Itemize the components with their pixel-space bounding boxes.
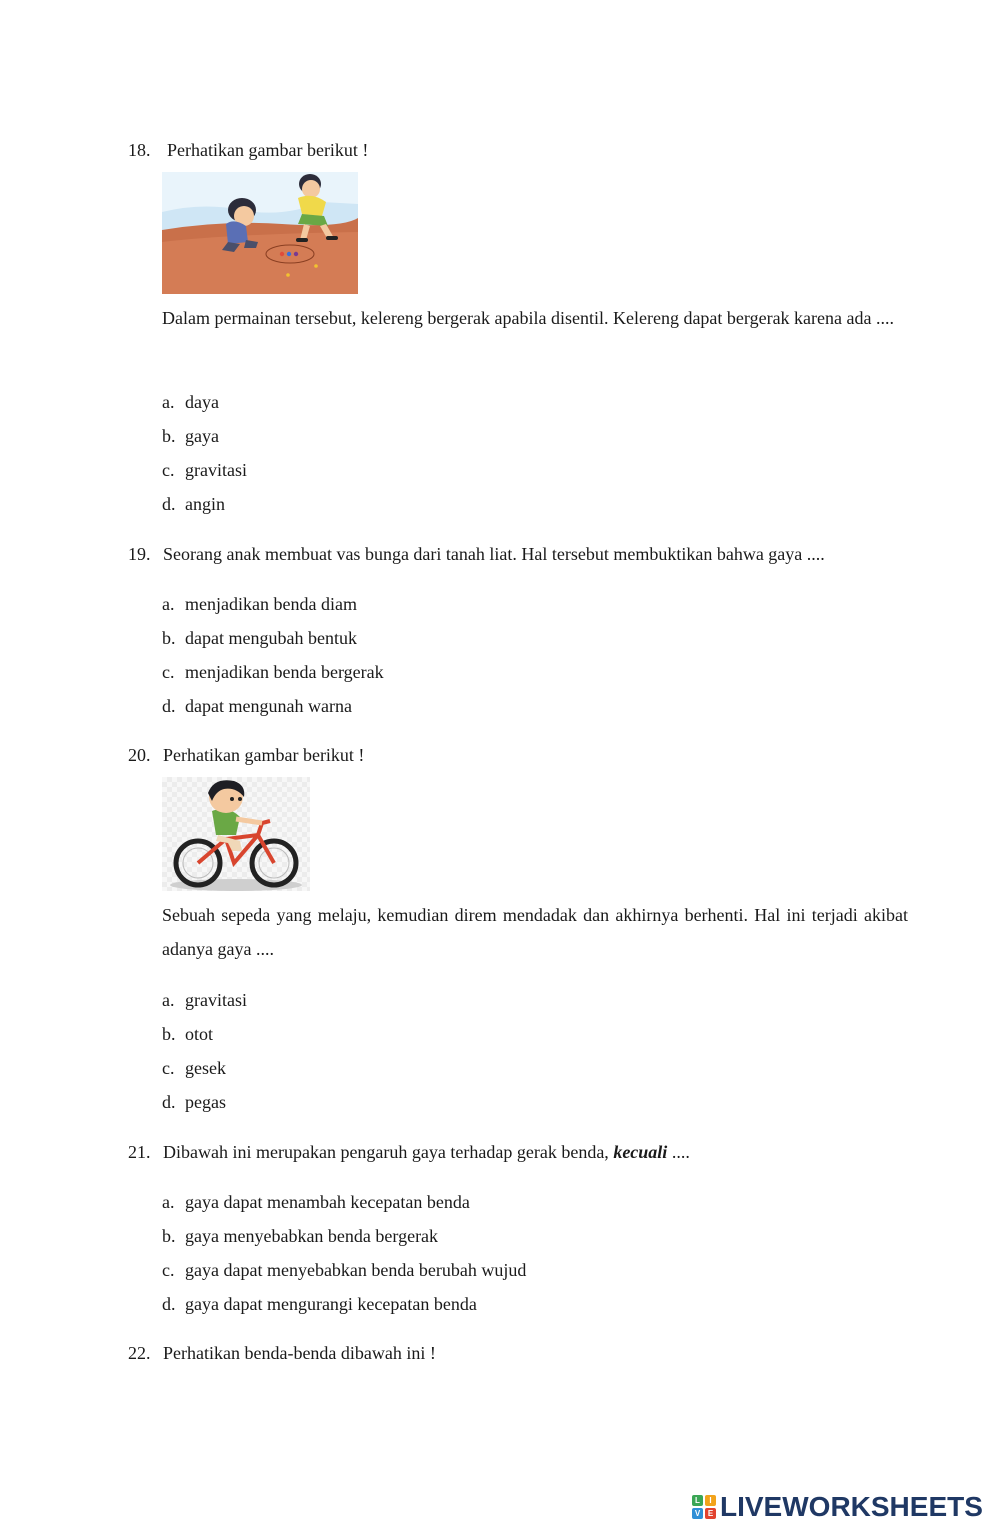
- logo-tile: L: [692, 1495, 703, 1506]
- question-20-prompt: Perhatikan gambar berikut !: [163, 745, 365, 765]
- prompt-end: ....: [671, 1142, 690, 1162]
- option-text: gaya: [185, 426, 219, 446]
- logo-tiles-icon: [692, 1495, 716, 1519]
- marbles-image: [162, 172, 358, 294]
- option-text: gaya dapat mengurangi kecepatan benda: [185, 1294, 477, 1314]
- option-text: pegas: [185, 1092, 226, 1112]
- question-18-option-a[interactable]: [162, 392, 219, 413]
- option-letter: b.: [162, 628, 176, 648]
- question-19-option-b[interactable]: [162, 628, 357, 649]
- question-20-text: Sebuah sepeda yang melaju, kemudian direm mendadak dan akhirnya berhenti. Hal ini terjadi akibat adanya gaya ....: [162, 905, 908, 959]
- option-text: menjadikan benda diam: [185, 594, 357, 614]
- question-18-prompt: Perhatikan gambar berikut !: [167, 140, 369, 160]
- option-letter: b.: [162, 426, 176, 446]
- option-text: dapat mengunah warna: [185, 696, 352, 716]
- option-text: dapat mengubah bentuk: [185, 628, 357, 648]
- option-letter: c.: [162, 662, 175, 682]
- option-letter: d.: [162, 1092, 176, 1112]
- bicycle-image: [162, 777, 310, 891]
- option-letter: a.: [162, 990, 175, 1010]
- logo-tile: V: [692, 1508, 703, 1519]
- option-letter: b.: [162, 1024, 176, 1044]
- option-text: daya: [185, 392, 219, 412]
- option-letter: c.: [162, 1058, 175, 1078]
- question-20-option-b[interactable]: [162, 1024, 213, 1045]
- question-18-number: 18.: [128, 140, 151, 160]
- question-21-option-c[interactable]: [162, 1260, 526, 1281]
- option-letter: d.: [162, 696, 176, 716]
- question-22-number: 22.: [128, 1343, 151, 1363]
- option-text: angin: [185, 494, 225, 514]
- option-letter: c.: [162, 460, 175, 480]
- logo-tile: E: [705, 1508, 716, 1519]
- option-text: menjadikan benda bergerak: [185, 662, 384, 682]
- question-21-option-d[interactable]: [162, 1294, 477, 1315]
- logo-text: LIVEWORKSHEETS: [720, 1491, 983, 1522]
- question-20-option-d[interactable]: [162, 1092, 226, 1113]
- question-21-option-a[interactable]: [162, 1192, 470, 1213]
- question-18-option-c[interactable]: [162, 460, 247, 481]
- question-19-option-c[interactable]: [162, 662, 384, 683]
- option-letter: a.: [162, 1192, 175, 1212]
- option-letter: d.: [162, 1294, 176, 1314]
- question-19-prompt: Seorang anak membuat vas bunga dari tanah liat. Hal tersebut membuktikan bahwa gaya ....: [163, 544, 825, 564]
- option-text: gesek: [185, 1058, 226, 1078]
- option-text: gaya menyebabkan benda bergerak: [185, 1226, 439, 1246]
- option-letter: a.: [162, 594, 175, 614]
- logo-tile: I: [705, 1495, 716, 1506]
- option-text: gaya dapat menambah kecepatan benda: [185, 1192, 470, 1212]
- question-18-option-d[interactable]: [162, 494, 225, 515]
- question-20-option-c[interactable]: [162, 1058, 226, 1079]
- prompt-start: Dibawah ini merupakan pengaruh gaya terhadap gerak benda,: [163, 1142, 609, 1162]
- option-text: gaya dapat menyebabkan benda berubah wujud: [185, 1260, 527, 1280]
- question-21-number: 21.: [128, 1142, 151, 1162]
- option-letter: b.: [162, 1226, 176, 1246]
- question-18-option-b[interactable]: [162, 426, 219, 447]
- question-18-text: Dalam permainan tersebut, kelereng bergerak apabila disentil. Kelereng dapat bergerak karena ada ....: [162, 308, 894, 328]
- question-19-option-d[interactable]: [162, 696, 352, 717]
- question-20-option-a[interactable]: [162, 990, 247, 1011]
- question-20-number: 20.: [128, 745, 151, 765]
- option-text: gravitasi: [185, 460, 247, 480]
- question-19-number: 19.: [128, 544, 151, 564]
- option-letter: c.: [162, 1260, 175, 1280]
- option-text: otot: [185, 1024, 214, 1044]
- question-19-option-a[interactable]: [162, 594, 357, 615]
- option-letter: d.: [162, 494, 176, 514]
- liveworksheets-logo: [692, 1492, 983, 1522]
- question-21-prompt: [163, 1142, 690, 1163]
- option-text: gravitasi: [185, 990, 247, 1010]
- question-22-prompt: Perhatikan benda-benda dibawah ini !: [163, 1343, 436, 1363]
- prompt-emphasis: kecuali: [613, 1142, 668, 1162]
- option-letter: a.: [162, 392, 175, 412]
- question-21-option-b[interactable]: [162, 1226, 438, 1247]
